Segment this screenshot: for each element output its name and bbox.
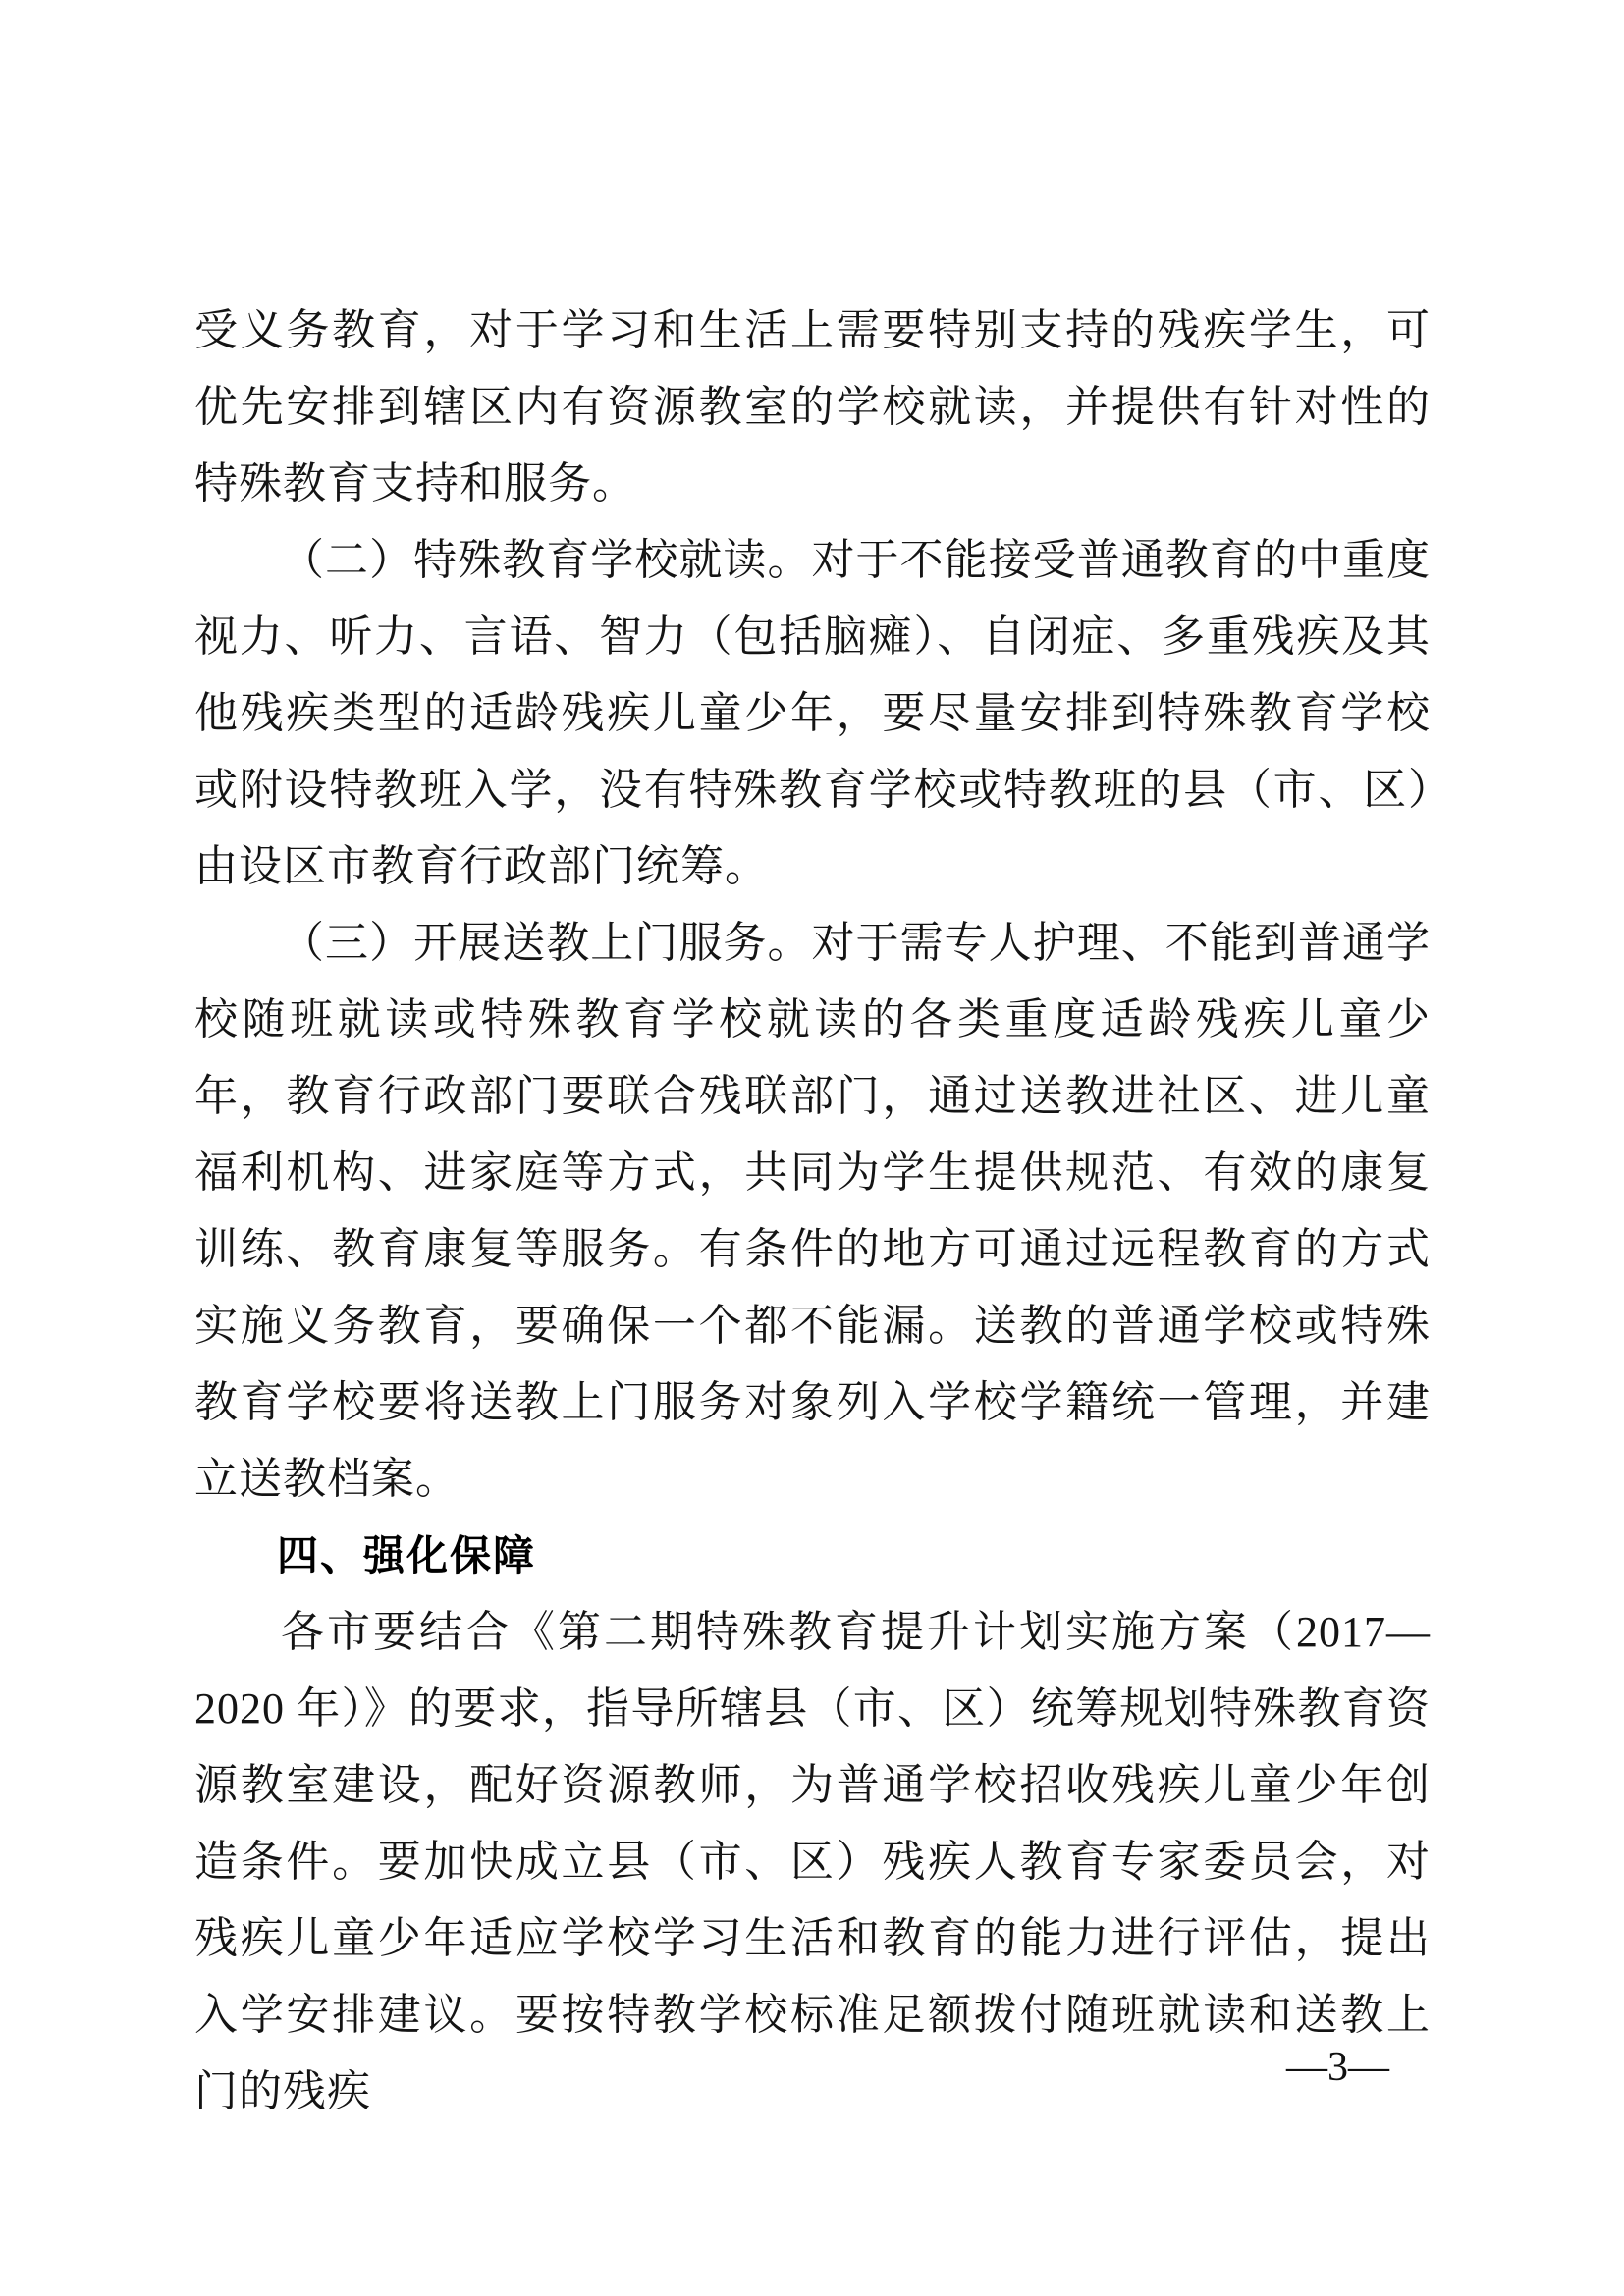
paragraph-item-two: （二）特殊教育学校就读。对于不能接受普通教育的中重度视力、听力、言语、智力（包括脑瘫）、自闭症、多重残疾及其他残疾类型的适龄残疾儿童少年，要尽量安排到特殊教育学校或附设特教班入学，没有特殊教育学校或特教班的县（市、区）由设区市教育行政部门统筹。: [194, 536, 1431, 890]
page-number: —3—: [1286, 2045, 1389, 2090]
paragraph-item-three: （三）开展送教上门服务。对于需专人护理、不能到普通学校随班就读或特殊教育学校就读的各类重度适龄残疾儿童少年，教育行政部门要联合残联部门，通过送教进社区、进儿童福利机构、进家庭等方式，共同为学生提供规范、有效的康复训练、教育康复等服务。有条件的地方可通过远程教育的方式实施义务教育，要确保一个都不能漏。送教的普通学校或特殊教育学校要将送教上门服务对象列入学校学籍统一管理，并建立送教档案。: [194, 919, 1431, 1503]
paragraph-section-four-body: 各市要结合《第二期特殊教育提升计划实施方案（2017—2020 年）》的要求，指导所辖县（市、区）统筹规划特殊教育资源教室建设，配好资源教师，为普通学校招收残疾儿童少年创造条件。要加快成立县（市、区）残疾人教育专家委员会，对残疾儿童少年适应学校学习生活和教育的能力进行评估，提出入学安排建议。要按特教学校标准足额拨付随班就读和送教上门的残疾: [194, 1608, 1431, 2115]
section-heading-four: 四、强化保障: [277, 1532, 537, 1578]
paragraph-continued: 受义务教育，对于学习和生活上需要特别支持的残疾学生，可优先安排到辖区内有资源教室的学校就读，并提供有针对性的特殊教育支持和服务。: [194, 306, 1431, 507]
document-body: [194, 293, 1431, 2130]
